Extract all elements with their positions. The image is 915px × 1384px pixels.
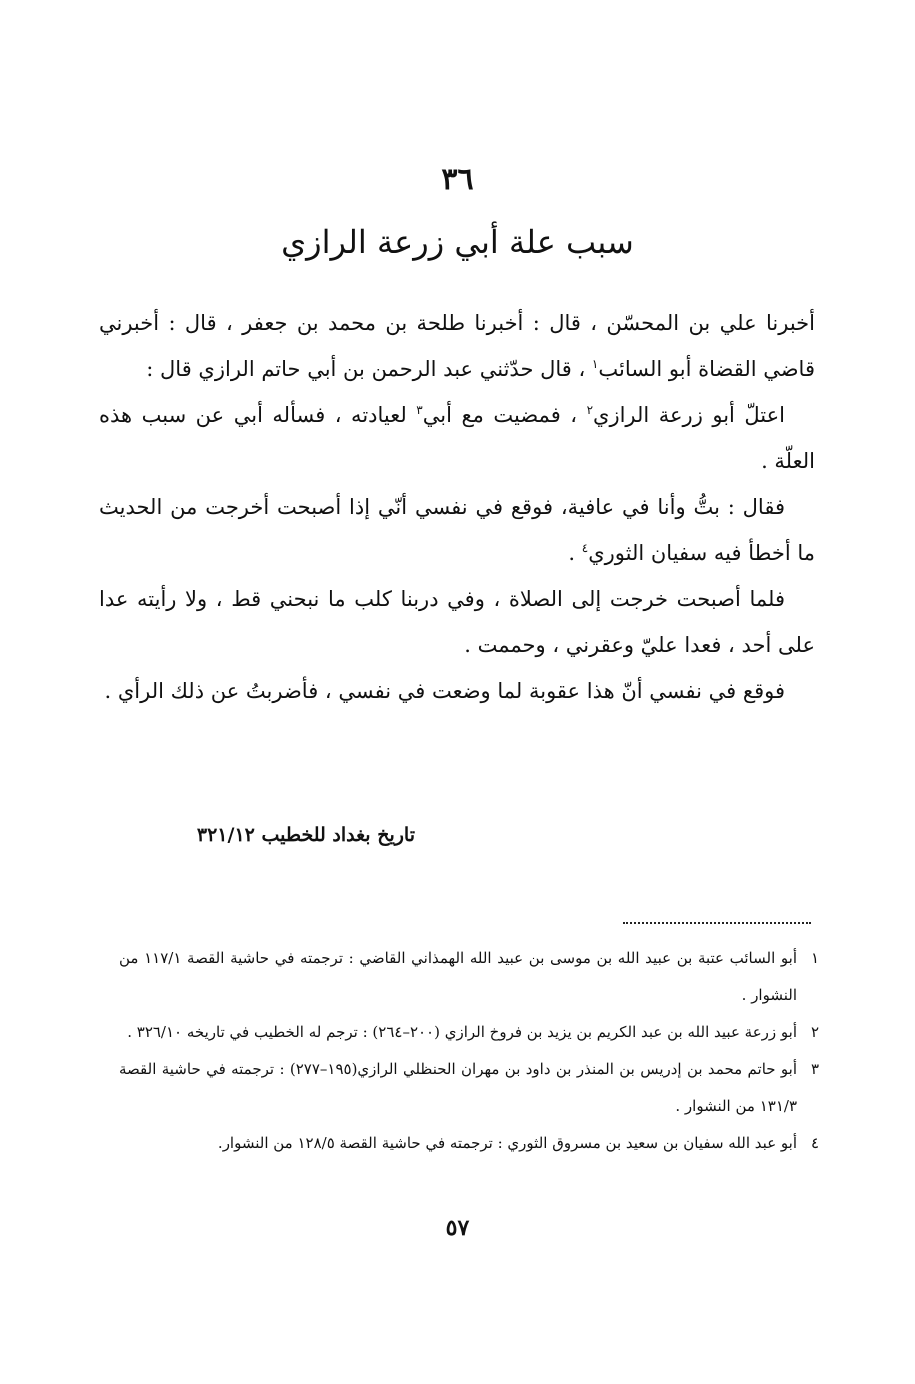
footnote-text: أبو حاتم محمد بن إدريس بن المنذر بن داود بن مهران الحنظلي الرازي(١٩٥–٢٧٧) : ترجمته في حاشية القصة ١٣١/٣ من النشوار . [119, 1060, 797, 1115]
footnote-number: ١ [810, 949, 819, 967]
footnote-number: ٤ [810, 1134, 819, 1152]
footnote-ref-4: ٤ [581, 541, 589, 555]
footnote-text: أبو زرعة عبيد الله بن عبد الكريم بن يزيد بن فروخ الرازي (٢٠٠–٢٦٤) : ترجم له الخطيب في تاريخه ٣٢٦/١٠ . [127, 1023, 797, 1041]
footnote-1 [119, 940, 819, 1014]
footnote-number: ٣ [810, 1060, 819, 1078]
footnotes [119, 940, 819, 1162]
chapter-title: سبب علة أبي زرعة الرازي [281, 223, 634, 261]
footnote-ref-1: ١ [591, 357, 599, 371]
paragraph-2-text-c: لعيادته ، فسأله أبي عن سبب هذه العلّة . [99, 403, 815, 473]
paragraph-1-text-a: أخبرنا علي بن المحسّن ، قال : أخبرنا طلحة بن محمد بن جعفر ، قال : أخبرني قاضي القضاة أبو السائب [99, 311, 815, 381]
story-text [99, 300, 815, 714]
footnote-3 [119, 1051, 819, 1125]
paragraph-5: فوقع في نفسي أنّ هذا عقوبة لما وضعت في نفسي ، فأضربتُ عن ذلك الرأي . [104, 679, 785, 703]
footnote-4 [119, 1125, 819, 1162]
page-number: ٥٧ [445, 1215, 470, 1241]
paragraph-2-text-b: ، فمضيت مع أبي [422, 403, 587, 427]
footnote-2 [119, 1014, 819, 1051]
footnote-number: ٢ [810, 1023, 819, 1041]
footnote-text: أبو السائب عتبة بن عبيد الله بن موسى بن عبيد الله الهمذاني القاضي : ترجمته في حاشية القصة ١١٧/١ من النشوار . [119, 949, 797, 1004]
footnote-divider [623, 922, 811, 924]
paragraph-3-text-a: فقال : بتُّ وأنا في عافية، فوقع في نفسي أنّي إذا أصبحت أخرجت من الحديث ما أخطأ فيه سفيان الثوري [99, 495, 815, 565]
paragraph-3-text-b: . [568, 541, 582, 565]
paragraph-3 [99, 484, 815, 576]
footnote-text: أبو عبد الله سفيان بن سعيد بن مسروق الثوري : ترجمته في حاشية القصة ١٢٨/٥ من النشوار. [217, 1134, 797, 1152]
paragraph-2 [99, 392, 815, 484]
paragraph-2-text-a: اعتلّ أبو زرعة الرازي [593, 403, 786, 427]
footnote-ref-2: ٢ [586, 403, 594, 417]
footnote-ref-3: ٣ [416, 403, 423, 417]
paragraph-1 [99, 300, 815, 392]
source-citation: تاريخ بغداد للخطيب ٣٢١/١٢ [196, 824, 415, 846]
chapter-number: ٣٦ [441, 162, 474, 197]
paragraph-1-text-b: ، قال حدّثني عبد الرحمن بن أبي حاتم الرازي قال : [146, 357, 592, 381]
paragraph-4: فلما أصبحت خرجت إلى الصلاة ، وفي دربنا كلب ما نبحني قط ، ولا رأيته عدا على أحد ، فعدا عليّ وعقرني ، وحممت . [99, 587, 815, 657]
